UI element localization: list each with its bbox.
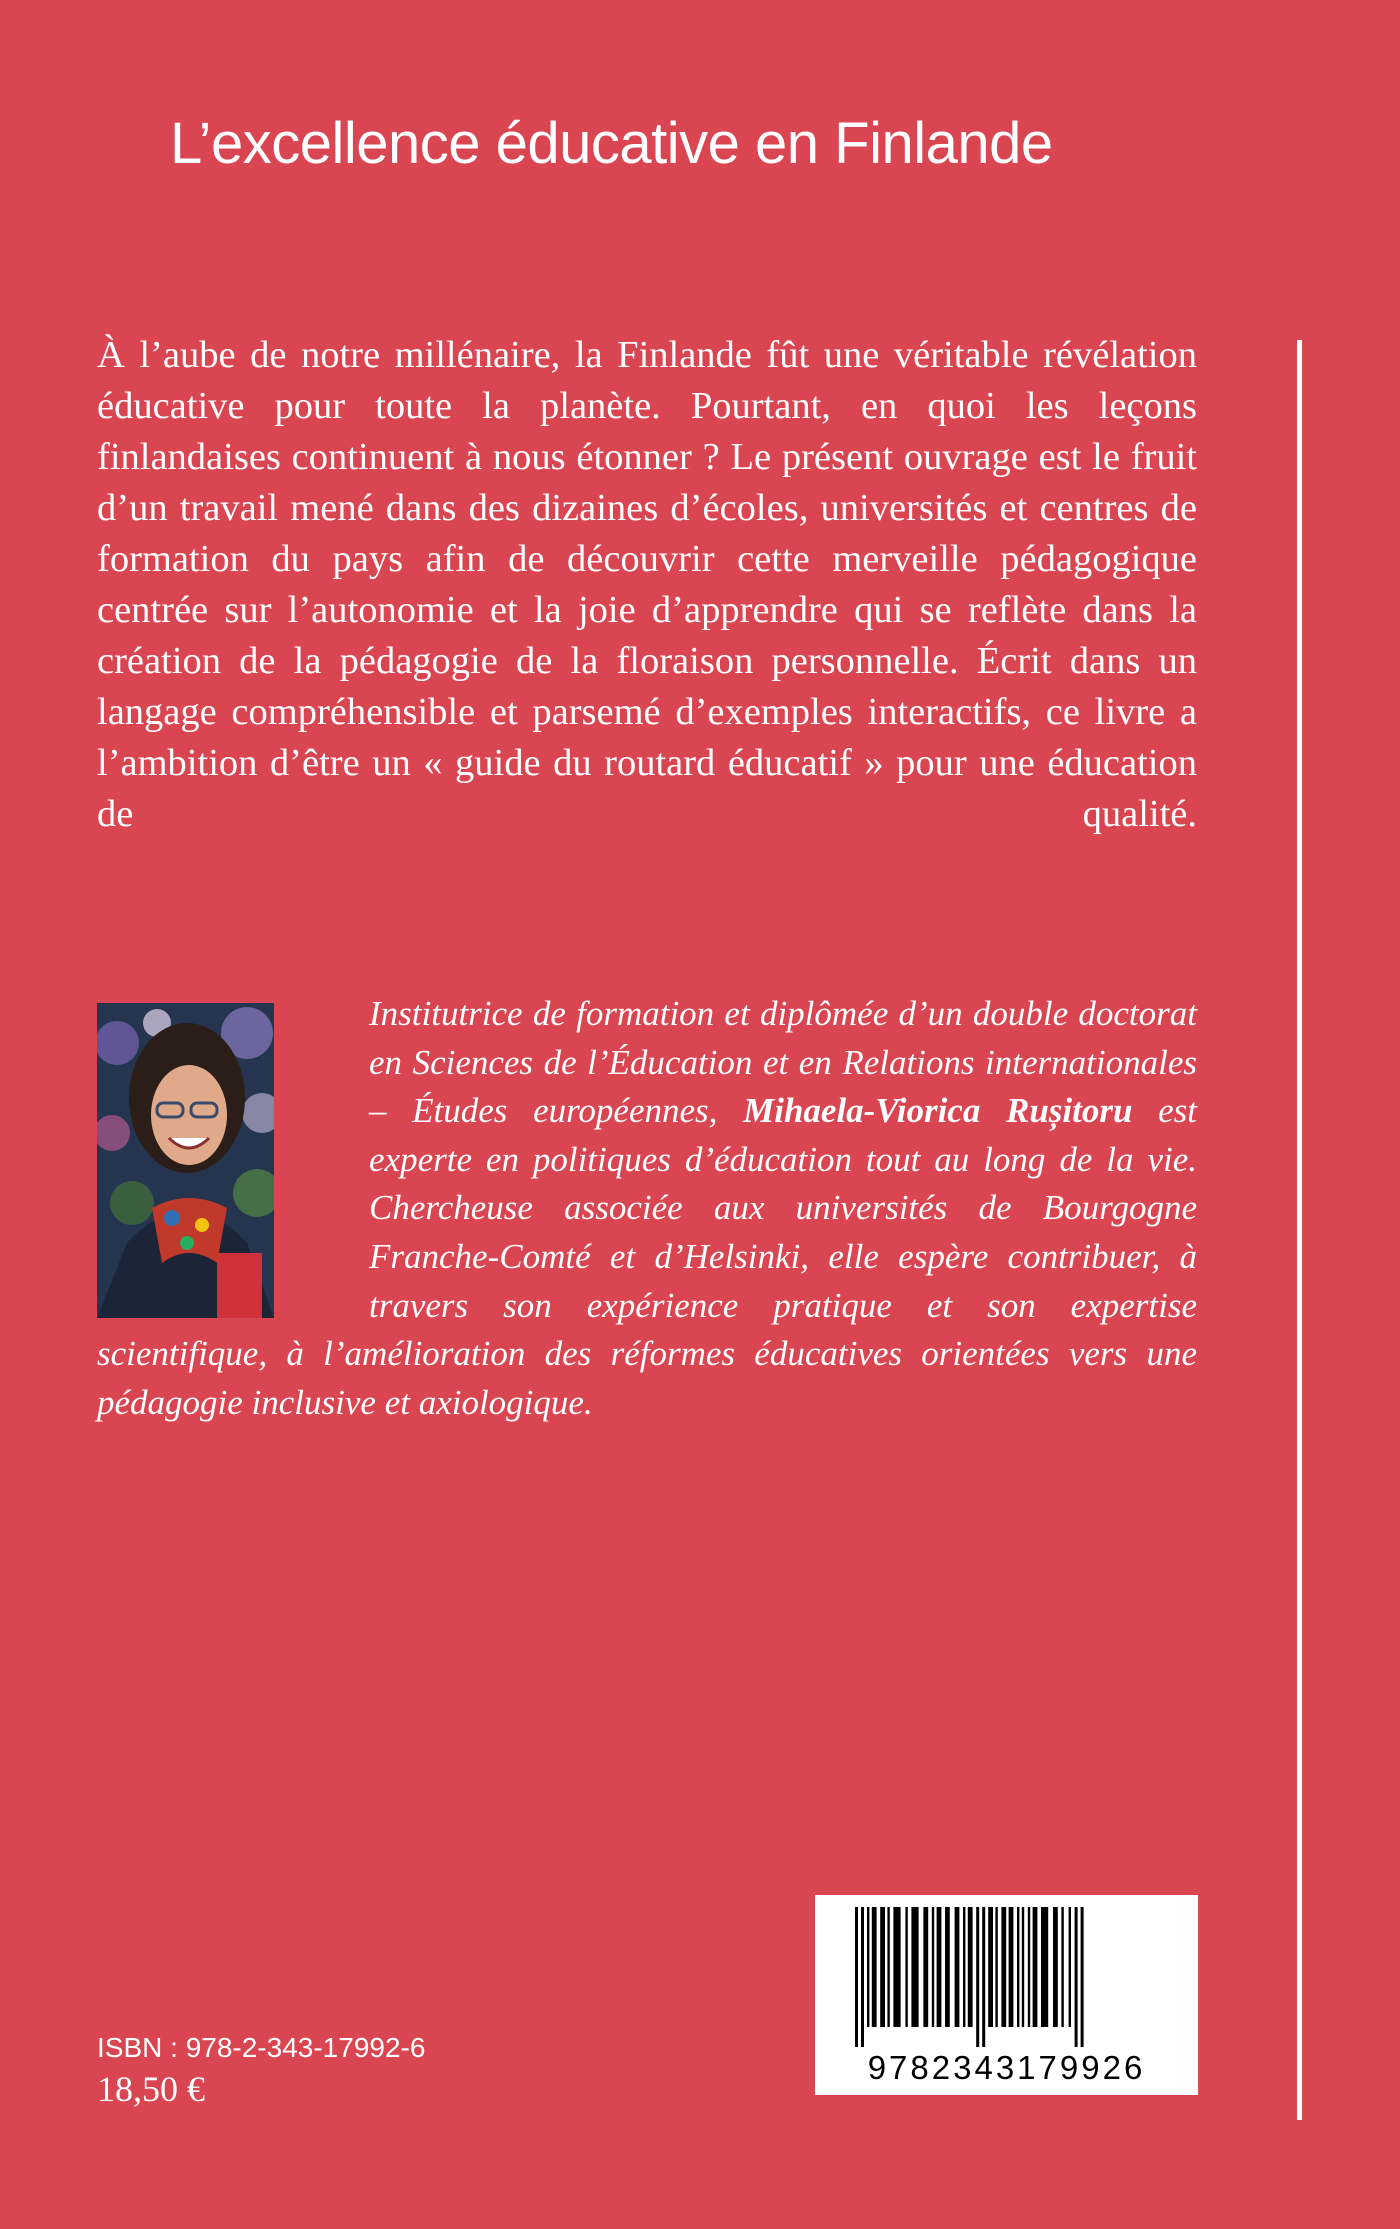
barcode-bar — [976, 1907, 979, 2047]
barcode-bar — [1081, 1907, 1084, 2047]
barcode-bar — [1022, 1907, 1024, 2027]
author-portrait-image — [97, 1003, 274, 1318]
barcode-bar — [982, 1907, 985, 2047]
barcode-bar — [932, 1907, 934, 2027]
barcode-bar — [1017, 1907, 1019, 2027]
barcode-bar — [1075, 1907, 1078, 2047]
author-name: Mihaela-Viorica Rușitoru — [743, 1091, 1133, 1131]
spine-divider-line — [1297, 340, 1302, 2120]
barcode-number: 9782343179926 — [867, 2049, 1146, 2086]
barcode-bar — [1028, 1907, 1030, 2027]
barcode-bar — [963, 1907, 965, 2027]
barcode-bar — [861, 1907, 864, 2047]
barcode-bars — [815, 1907, 1198, 2057]
author-photo — [97, 1003, 274, 1318]
barcode-bar — [968, 1907, 973, 2027]
barcode-bar — [1001, 1907, 1006, 2027]
barcode-bar — [937, 1907, 942, 2027]
barcode-bar — [1009, 1907, 1014, 2027]
barcode-bar — [1033, 1907, 1038, 2027]
author-bio-rest: est experte en politiques d’éducation tout au long de la vie. Chercheuse associée aux universités de Bourgogne Franche-Comté et d’Helsinki, elle espère contribuer, à travers son expérience pratique et son expertise scientifique, à l’amélioration des réformes éducatives orientées vers une pédagogie inclusive et axiologique. — [97, 1091, 1198, 1422]
barcode-bar — [1041, 1907, 1048, 2027]
barcode-bar — [867, 1907, 869, 2027]
barcode-bar — [880, 1907, 885, 2027]
barcode-bar — [995, 1907, 997, 2027]
barcode-bar — [905, 1907, 907, 2027]
barcode-bar — [887, 1907, 889, 2027]
barcode-bar — [855, 1907, 858, 2047]
isbn: ISBN : 978-2-343-17992-6 — [97, 2032, 426, 2063]
barcode-bar — [945, 1907, 950, 2027]
barcode-bar — [911, 1907, 918, 2027]
book-summary: À l’aube de notre millénaire, la Finlande fût une véritable révélation éducative pour toute la planète. Pourtant, en quoi les leçons finlandaises continuent à nous étonner ? Le présent ouvrage est le fruit d’un travail mené dans des dizaines d’écoles, universités et centres de formation du pays afin de découvrir cette merveille pédagogique centrée sur l’autonomie et la joie d’apprendre qui se reflète dans la création de la pédagogie de la floraison personnelle. Écrit dans un langage compréhensible et parsemé d’exemples interactifs, ce livre a l’ambition d’être un « guide du routard éducatif » pour une éducation de qualité. — [97, 334, 1197, 835]
barcode-bar — [1061, 1907, 1063, 2027]
barcode-bar — [923, 1907, 928, 2027]
barcode-bar — [1069, 1907, 1071, 2027]
book-title: L’excellence éducative en Finlande — [170, 111, 1053, 176]
barcode-bar — [1053, 1907, 1058, 2027]
barcode-bar — [872, 1907, 877, 2027]
barcode-bar — [988, 1907, 993, 2027]
price: 18,50 € — [97, 2069, 205, 2109]
barcode-bar — [893, 1907, 900, 2027]
barcode-bar — [955, 1907, 960, 2027]
barcode — [815, 1895, 1198, 2095]
author-bio-intro: Institutrice de formation et diplômée d’un double doctorat en Sciences de l’Éducation et en Relations internationales – Études européennes, — [369, 994, 1197, 1131]
